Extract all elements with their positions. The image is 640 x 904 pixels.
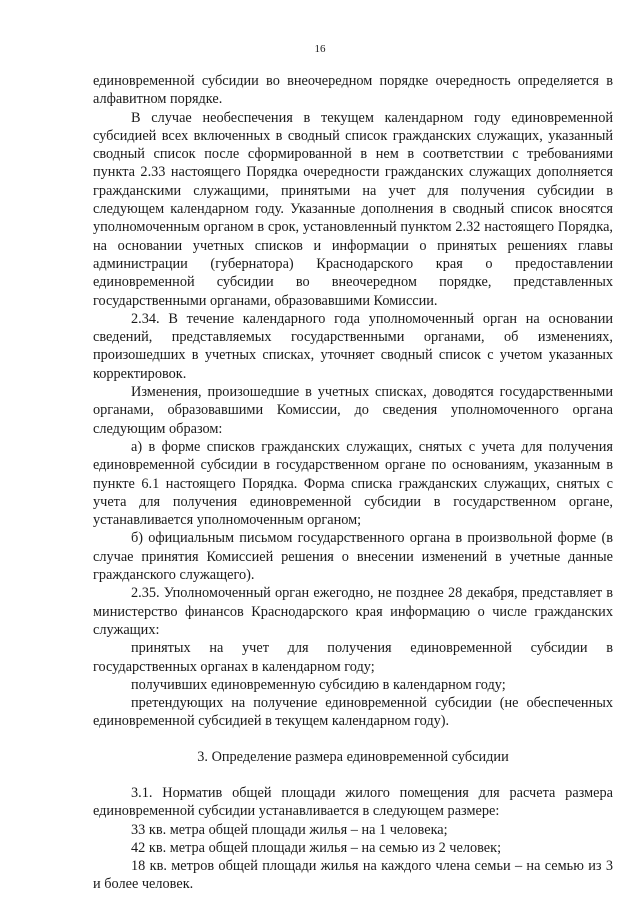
list-item: претендующих на получение единовременной субсидии (не обеспеченных единовременной субсидией в текущем календарном году). — [93, 695, 613, 730]
document-body — [93, 72, 613, 894]
paragraph: В случае необеспечения в текущем календарном году единовременной субсидией всех включенных в сводный список гражданских служащих, указанный сводный список после сформированной в нем в соответствии с требованиями пункта 2.33 настоящего Порядка очередности гражданских служащих дополняется гражданскими служащими, принятыми на учет для получения субсидии в следующем календарном году. Указанные дополнения в сводный список вносятся уполномоченным органом в срок, установленный пунктом 2.32 настоящего Порядка, на основании учетных списков и информации о принятых решениях главы администрации (губернатора) Краснодарского края о предоставлении единовременной субсидии во внеочередном порядке, представленных государственными органами, образовавшими Комиссии. — [93, 109, 613, 309]
list-item: 33 кв. метра общей площади жилья – на 1 человека; — [131, 821, 448, 838]
paragraph: 3.1. Норматив общей площади жилого помещения для расчета размера единовременной субсидии устанавливается в следующем размере: — [93, 784, 613, 820]
paragraph: 2.34. В течение календарного года уполномоченный орган на основании сведений, представляемых государственными органами, об изменениях, произошедших в учетных списках, уточняет сводный список с учетом указанных корректировок. — [93, 310, 613, 382]
list-item: 42 кв. метра общей площади жилья – на семью из 2 человек; — [131, 839, 502, 856]
section-heading: 3. Определение размера единовременной субсидии — [197, 748, 509, 765]
paragraph: Изменения, произошедшие в учетных списках, доводятся государственными органами, образовавшими Комиссии, до сведения уполномоченного органа следующим образом: — [93, 384, 613, 437]
list-item: получивших единовременную субсидию в календарном году; — [131, 676, 506, 693]
paragraph: единовременной субсидии во внеочередном порядке очередность определяется в алфавитном порядке. — [93, 73, 613, 108]
list-item: 18 кв. метров общей площади жилья на каждого члена семьи – на семью из 3 и более человек. — [93, 858, 613, 893]
list-item: б) официальным письмом государственного органа в произвольной форме (в случае принятия Комиссией решения о внесении изменений в учетные данные гражданского служащего). — [93, 530, 613, 584]
paragraph: 2.35. Уполномоченный орган ежегодно, не позднее 28 декабря, представляет в министерство финансов Краснодарского края информацию о числе гражданских служащих: — [93, 585, 613, 638]
list-item: а) в форме списков гражданских служащих, снятых с учета для получения единовременной субсидии в государственном органе по основаниям, указанным в пункте 6.1 настоящего Порядка. Форма списка гражданских служащих, снятых с учета для получения единовременной субсидии в государственном органе, устанавливается уполномоченным органом; — [93, 438, 613, 529]
page-number: 16 — [314, 43, 326, 55]
list-item: принятых на учет для получения единовременной субсидии в государственных органах в календарном году; — [93, 640, 613, 675]
